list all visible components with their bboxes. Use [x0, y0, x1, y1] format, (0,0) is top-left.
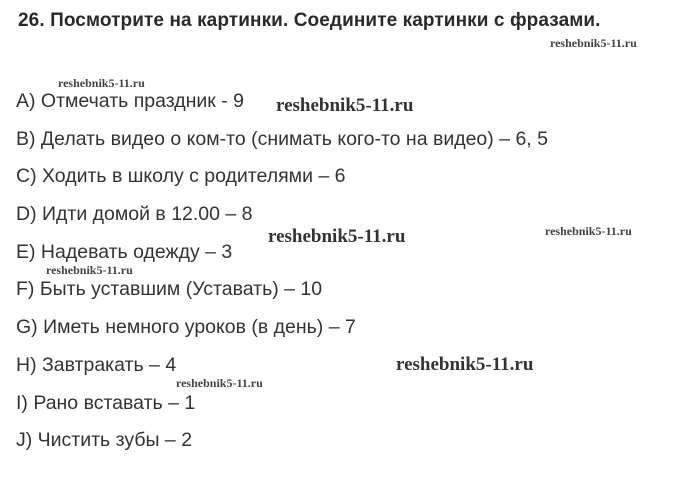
watermark: reshebnik5-11.ru [545, 224, 632, 238]
watermark: reshebnik5-11.ru [58, 76, 145, 90]
answer-item-f: F) Быть уставшим (Уставать) – 10 [16, 278, 323, 301]
watermark: reshebnik5-11.ru [396, 354, 534, 375]
watermark: reshebnik5-11.ru [268, 226, 406, 247]
answer-item-i: I) Рано вставать – 1 [16, 391, 196, 414]
answer-item-d: D) Идти домой в 12.00 – 8 [16, 203, 253, 226]
answer-item-h: H) Завтракать – 4 [16, 353, 177, 376]
answer-item-a: A) Отмечать праздник - 9 [16, 90, 244, 112]
exercise-title: 26. Посмотрите на картинки. Соедините картинки с фразами. [18, 10, 601, 31]
answer-item-c: C) Ходить в школу с родителями – 6 [16, 165, 346, 188]
answer-item-b: B) Делать видео о ком-то (снимать кого-то на видео) – 6, 5 [16, 127, 548, 150]
watermark: reshebnik5-11.ru [276, 95, 414, 116]
answer-item-g: G) Иметь немного уроков (в день) – 7 [16, 316, 356, 339]
watermark: reshebnik5-11.ru [46, 263, 133, 277]
answer-item-e: E) Надевать одежду – 3 [16, 240, 233, 263]
watermark: reshebnik5-11.ru [176, 376, 263, 390]
watermark: reshebnik5-11.ru [550, 36, 637, 50]
answer-item-j: J) Чистить зубы – 2 [16, 429, 193, 452]
